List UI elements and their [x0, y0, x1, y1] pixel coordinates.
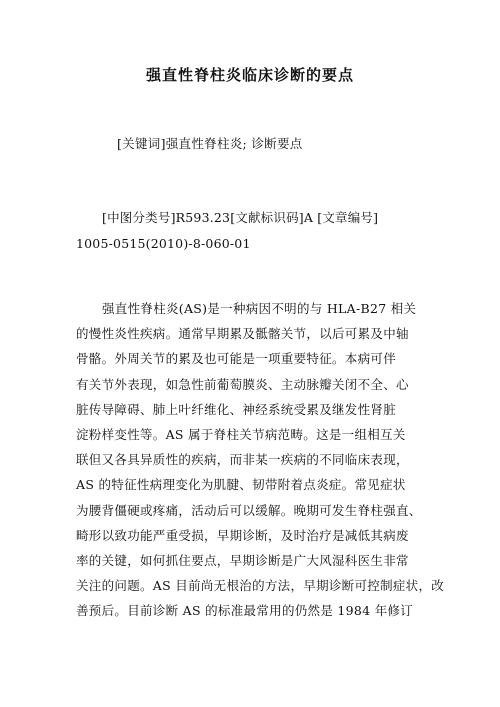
- document-title: 强直性脊柱炎临床诊断的要点: [145, 66, 354, 84]
- classification-line: [中图分类号]R593.23[文献标识码]A [文章编号]: [102, 210, 379, 225]
- body-line: 关注的问题。AS 目前尚无根治的方法，早期诊断可控制症状，改: [76, 578, 445, 594]
- body-line: AS 的特征性病理变化为肌腱、韧带附着点炎症。常见症状: [76, 477, 406, 493]
- body-line: 的慢性炎性疾病。通常早期累及骶髂关节，以后可累及中轴: [76, 326, 409, 342]
- body-line: 率的关键，如何抓住要点，早期诊断是广大风湿科医生非常: [76, 553, 409, 569]
- body-line: 善预后。目前诊断 AS 的标准最常用的仍然是 1984 年修订: [76, 603, 414, 619]
- body-line: 联但又各具异质性的疾病，而非某一疾病的不同临床表现，: [76, 452, 409, 468]
- body-line: 为腰背僵硬或疼痛，活动后可以缓解。晚期可发生脊柱强直、: [76, 502, 422, 518]
- body-line: 淀粉样变性等。AS 属于脊柱关节病范畴。这是一组相互关: [76, 427, 406, 443]
- body-line: 畸形以致功能严重受损，早期诊断，及时治疗是减低其病废: [76, 527, 409, 543]
- keywords-line: [关键词]强直性脊柱炎; 诊断要点: [117, 136, 303, 151]
- body-line: 骨骼。外周关节的累及也可能是一项重要特征。本病可伴: [76, 351, 397, 367]
- article-number-line: 1005-0515(2010)-8-060-01: [76, 236, 251, 251]
- classification-block: [76, 205, 436, 257]
- body-paragraph: [76, 296, 445, 624]
- body-line: 强直性脊柱炎(AS)是一种病因不明的与 HLA-B27 相关: [102, 301, 417, 316]
- body-line: 有关节外表现，如急性前葡萄膜炎、主动脉瓣关闭不全、心: [76, 376, 409, 392]
- body-line: 脏传导障碍、肺上叶纤维化、神经系统受累及继发性肾脏: [76, 401, 397, 417]
